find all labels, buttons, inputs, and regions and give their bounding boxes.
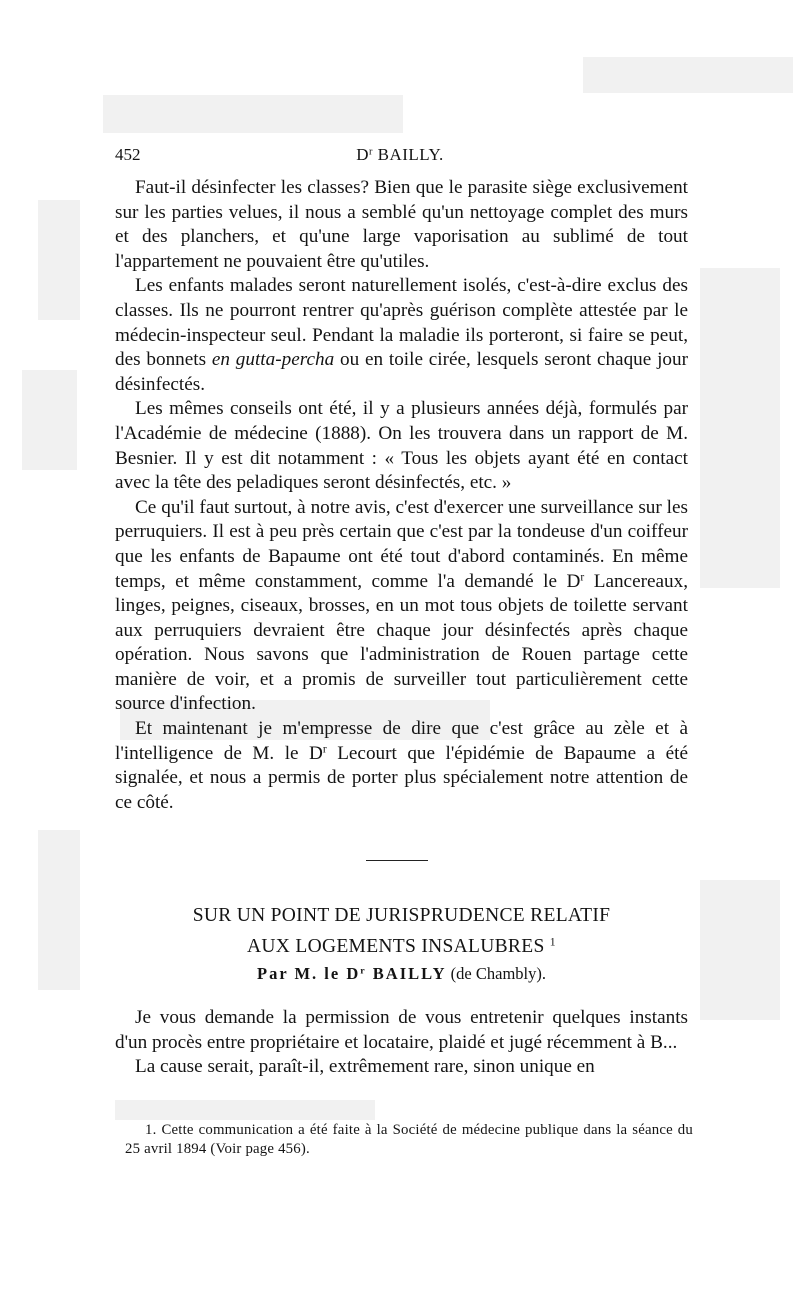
article-title: SUR UN POINT DE JURISPRUDENCE RELATIF AUX LOGEMENTS INSALUBRES $^1$	[192, 905, 611, 957]
show-through-mark	[38, 830, 80, 990]
footnote-number: 1.	[145, 1122, 157, 1138]
footnote	[125, 1121, 693, 1159]
show-through-mark	[22, 370, 77, 470]
show-through-mark	[700, 268, 780, 588]
paragraph: Faut-il désinfecter les classes? Bien que le parasite siège exclusivement sur les parties velues, il nous a semblé qu'un nettoyage complet des murs et des planchers, et qu'une large vaporisation au sublimé de tout l'appartement ne pouvaient être qu'utiles.	[115, 177, 688, 272]
byline: Par M. le $D^r$ BAILLY (de Chambly).	[257, 964, 546, 983]
page-number: 452	[115, 145, 141, 164]
body-text	[115, 176, 688, 815]
show-through-mark	[115, 1100, 375, 1120]
paragraph: Je vous demande la permission de vous entretenir quelques instants d'un procès entre propriétaire et locataire, plaidé et jugé récemment à B...	[115, 1007, 688, 1053]
paragraph: Et maintenant je m'empresse de dire que c'est grâce au zèle et à l'intelligence de M. le $D^r$ Lecourt que l'épidémie de Bapaume a été signalée, et nous a permis de porter plus spécialement notre attention de ce côté.	[115, 718, 688, 813]
section-divider	[366, 860, 428, 861]
paragraph: Ce qu'il faut surtout, à notre avis, c'est d'exercer une surveillance sur les perruquiers. Il est à peu près certain que c'est par la tondeuse d'un coiffeur que les enfants de Bapaume ont été tout d'abord contaminés. En même temps, et même constamment, comme l'a demandé le $D^r$ Lancereaux, linges, peignes, ciseaux, brosses, en un mot tous objets de toilette servant aux perruquiers devraient être chaque jour désinfectés après chaque opération. Nous savons que l'administration de Rouen partage cette manière de voir, et a promis de surveiller tout particulièrement cette source d'infection.	[115, 496, 688, 715]
running-head	[115, 145, 685, 167]
show-through-mark	[583, 57, 793, 93]
paragraph: Les enfants malades seront naturellement isolés, c'est-à-dire exclus des classes. Ils ne pourront rentrer qu'après guérison complète attestée par le médecin-inspecteur seul. Pendant la maladie ils porteront, si faire se peut, des bonnets en gutta-percha ou en toile cirée, lesquels seront chaque jour désinfectés.	[115, 275, 688, 395]
paragraph: Les mêmes conseils ont été, il y a plusieurs années déjà, formulés par l'Académie de médecine (1888). On les trouvera dans un rapport de M. Besnier. Il y est dit notamment : « Tous les objets ayant été en contact avec la tête des peladiques seront désinfectés, etc. »	[115, 398, 688, 494]
show-through-mark	[700, 880, 780, 1020]
show-through-mark	[38, 200, 80, 320]
running-head-author: $D^r$ BAILLY.	[356, 145, 444, 164]
footnote-marker: 1	[549, 935, 556, 949]
show-through-mark	[103, 95, 403, 133]
article-body	[115, 1006, 688, 1080]
paragraph: La cause serait, paraît-il, extrêmement rare, sinon unique en	[135, 1056, 595, 1078]
footnote-text: Cette communication a été faite à la Société de médecine publique dans la séance du 25 avril 1894 (Voir page 456).	[125, 1122, 693, 1157]
